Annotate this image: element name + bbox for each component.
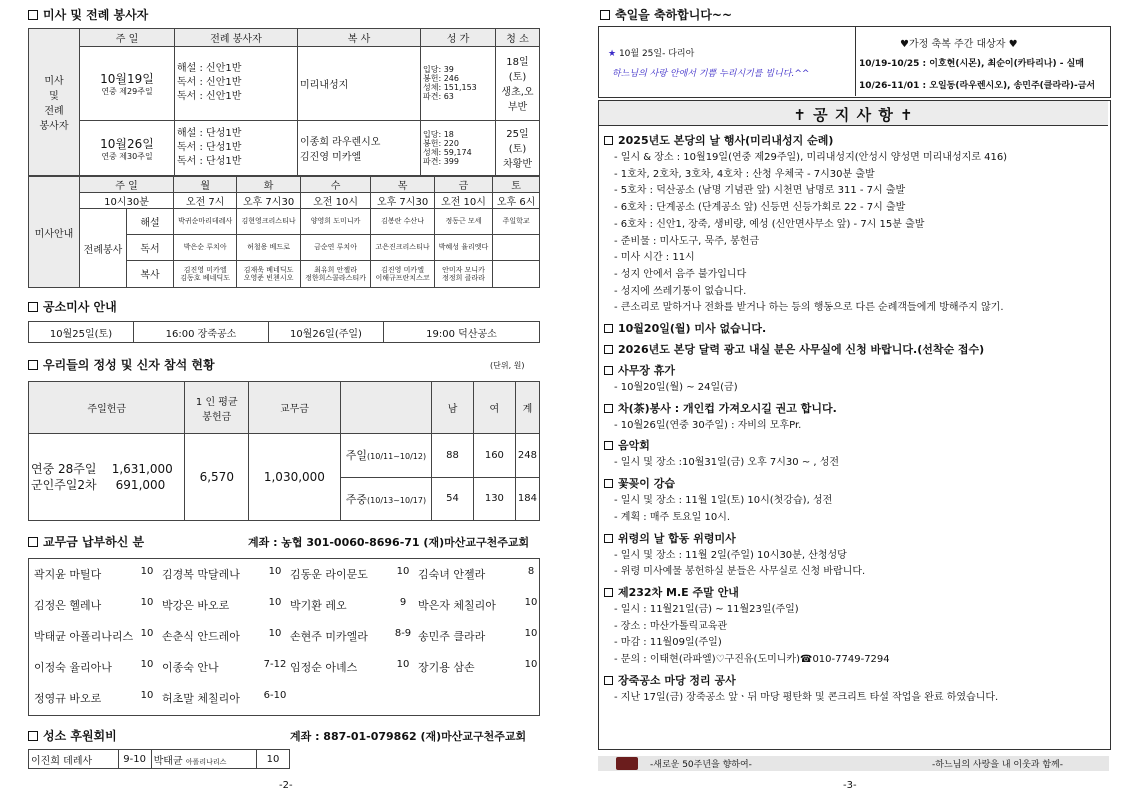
tithe-name: 박기환 레오 xyxy=(290,599,347,612)
tithe-name: 손춘식 안드레아 xyxy=(162,630,240,643)
notice-line: - 계획 : 매주 토요일 10시. xyxy=(614,511,731,523)
time-cell: 오전 10시 xyxy=(434,193,493,209)
tithe-name: 송민주 클라라 xyxy=(418,630,486,643)
female-count: 160 xyxy=(473,434,515,478)
checkbox-icon xyxy=(604,441,613,450)
notice-line: - 5호차 : 덕산공소 (남명 기념관 앞) 시천면 남명로 311 - 7시 출발 xyxy=(614,185,906,197)
mass-row xyxy=(29,120,540,175)
notice-heading: 10월20일(월) 미사 없습니다. xyxy=(604,322,766,336)
duty-cell: 김현영크리스티나 xyxy=(237,209,300,235)
notice-line: - 6호차 : 단계공소 (단계공소 앞) 신등면 신등가회로 22 - 7시 출발 xyxy=(614,202,906,214)
page-number-left: -2- xyxy=(279,780,293,791)
offering-lines: 연중 28주일 1,631,000 군인주일2차 691,000 xyxy=(29,434,185,521)
mass-hymn: 입당: 18 봉헌: 220 성체: 59,174 파견: 399 xyxy=(421,120,496,175)
family-title: ♥가정 축복 주간 대상자 ♥ xyxy=(900,39,1018,50)
duty-cell: 허철용 베드로 xyxy=(237,234,300,260)
role-label: 해설 xyxy=(127,209,174,235)
notice-heading: 음악회 xyxy=(604,439,650,453)
support-account: 계좌 : 887-01-079862 (재)마산교구천주교회 xyxy=(290,730,527,743)
tithe-name: 허초말 체칠리아 xyxy=(162,692,240,705)
total-count: 184 xyxy=(515,477,539,521)
role-label: 독서 xyxy=(127,234,174,260)
unit-label: (단위, 원) xyxy=(490,361,525,370)
checkbox-icon xyxy=(604,345,613,354)
header-hymn: 성 가 xyxy=(421,29,496,47)
notice-line: - 장소 : 마산가톨릭교육관 xyxy=(614,620,728,632)
checkbox-icon xyxy=(600,10,610,20)
notice-heading: 위령의 날 합동 위령미사 xyxy=(604,532,736,546)
notice-line: - 위령 미사예물 봉헌하실 분들은 사무실로 신청 바랍니다. xyxy=(614,566,866,578)
mass-roles: 해설 : 신안1반 독서 : 신안1반 독서 : 신안1반 xyxy=(175,47,298,121)
mass-clean: 18일(토) 생초,오부반 xyxy=(496,47,540,121)
support-months: 10 xyxy=(257,750,290,769)
attendance-label: 주중(10/13~10/17) xyxy=(340,477,431,521)
notice-heading: 사무장 휴가 xyxy=(604,364,675,378)
notice-line: - 마감 : 11월09일(주일) xyxy=(614,637,722,649)
checkbox-icon xyxy=(28,10,38,20)
footer-left: -새로운 50주년을 향하여- xyxy=(650,760,752,770)
public-mass-date: 10월26일(주일) xyxy=(269,322,384,343)
header-tithe: 교무금 xyxy=(249,382,341,434)
checkbox-icon xyxy=(604,404,613,413)
tithe-name: 박태균 아폴리나리스 xyxy=(34,630,134,643)
checkbox-icon xyxy=(28,731,38,741)
support-title: 성소 후원회비 xyxy=(28,727,117,744)
mass-clean: 25일(토) 차황반 xyxy=(496,120,540,175)
notice-line: - 일시 & 장소 : 10월19일(연중 제29주일), 미리내성지(안성시 양성면 미리내성지로 416) xyxy=(614,152,1008,163)
notice-line: - 6호차 : 신안1, 장죽, 생비량, 예성 (신안면사무소 앞) - 7시 15분 출발 xyxy=(614,218,925,230)
time-cell: 오후 6시 xyxy=(493,193,540,209)
notice-line: - 지난 17일(금) 장죽공소 앞ㆍ뒤 마당 평탄화 및 콘크리트 타설 작업을 완료 하였습니다. xyxy=(614,691,999,703)
notice-heading: 2026년도 본당 달력 광고 내실 분은 사무실에 신청 바랍니다.(선착순 접수) xyxy=(604,343,984,357)
support-table xyxy=(28,749,290,769)
time-cell: 오전 10시 xyxy=(300,193,371,209)
support-months: 9-10 xyxy=(118,750,151,769)
tithe-name: 김정은 헬레나 xyxy=(34,599,102,612)
checkbox-icon xyxy=(604,366,613,375)
tithe-list-title: 교무금 납부하신 분 xyxy=(28,533,144,550)
notice-line: - 10월20일(월) ~ 24일(금) xyxy=(614,382,738,393)
notice-line: - 일시 : 11월21일(금) ~ 11월23일(주일) xyxy=(614,603,799,615)
duty-cell: 박혜성 율리엣다 xyxy=(434,234,493,260)
notice-line: - 준비물 : 미사도구, 묵주, 봉헌금 xyxy=(614,235,760,247)
weekday-table xyxy=(28,176,540,288)
weekday-side-label: 미사안내 xyxy=(29,177,80,288)
role-label: 복사 xyxy=(127,260,174,287)
day-tue: 화 xyxy=(237,177,300,193)
congrats-title: 축일을 축하합니다~~ xyxy=(600,6,732,23)
mass-row xyxy=(29,47,540,121)
duty-cell: 최유희 안젤라 정한희스콜라스티카 xyxy=(300,260,371,287)
notice-line: - 일시 및 장소 : 11월 2일(주일) 10시30분, 산청성당 xyxy=(614,549,847,561)
duty-cell: 안미자 모니카 정정희 클라라 xyxy=(434,260,493,287)
header-liturgy: 전례 봉사자 xyxy=(175,29,298,47)
offering-table xyxy=(28,381,540,521)
duty-cell xyxy=(493,234,540,260)
checkbox-icon xyxy=(604,324,613,333)
congrats-divider xyxy=(855,26,856,96)
mass-side-label: 미사 및 전례 봉사자 xyxy=(29,29,80,176)
header-offering: 주일헌금 xyxy=(29,382,185,434)
checkbox-icon xyxy=(604,588,613,597)
notice-line: - 일시 및 장소 :10월31일(금) 오후 7시30 ~ , 성전 xyxy=(614,457,840,469)
time-cell: 오후 7시30 xyxy=(237,193,300,209)
tithe-months: 10 xyxy=(524,659,538,670)
checkbox-icon xyxy=(604,136,613,145)
duty-cell: 양영희 도미니카 xyxy=(300,209,371,235)
tithe-months: 10 xyxy=(140,659,154,670)
tithe-months: 8-9 xyxy=(394,628,412,639)
tithe-months: 10 xyxy=(140,628,154,639)
duty-cell: 주일학교 xyxy=(493,209,540,235)
day-sat: 토 xyxy=(493,177,540,193)
star-icon: ★ xyxy=(608,49,617,59)
tithe-months: 10 xyxy=(396,566,410,577)
female-count: 130 xyxy=(473,477,515,521)
tithe-name: 김동운 라이문도 xyxy=(290,568,368,581)
mass-server: 미리내성지 xyxy=(298,47,421,121)
notice-line: - 성지에 쓰레기통이 없습니다. xyxy=(614,285,747,297)
tithe-months: 10 xyxy=(140,690,154,701)
notice-heading: 2025년도 본당의 날 행사(미리내성지 순례) xyxy=(604,134,833,148)
public-mass-title: 공소미사 안내 xyxy=(28,298,117,315)
time-cell: 오전 7시 xyxy=(174,193,237,209)
notice-heading: 차(茶)봉사 : 개인컵 가져오시길 권고 합니다. xyxy=(604,402,837,416)
duty-cell: 김진영 미카엘 김동호 베네딕도 xyxy=(174,260,237,287)
tithe-months: 10 xyxy=(140,597,154,608)
tithe-name: 손현주 미카엘라 xyxy=(290,630,368,643)
header-clean: 청 소 xyxy=(496,29,540,47)
offering-title: 우리들의 정성 및 신자 참석 현황 xyxy=(28,356,215,373)
notice-line: - 문의 : 이태현(라파엘)♡구진유(도미니카)☎010-7749-7294 xyxy=(614,654,890,665)
time-cell: 10시30분 xyxy=(80,193,174,209)
tithe-months: 10 xyxy=(268,566,282,577)
tithe-months: 10 xyxy=(268,597,282,608)
tithe-months: 10 xyxy=(268,628,282,639)
duty-cell: 김진영 미카엘 이해규프란치스코 xyxy=(371,260,434,287)
page-number-right: -3- xyxy=(843,780,857,791)
tithe-name: 이정숙 율리아나 xyxy=(34,661,112,674)
header-average: 1 인 평균 봉헌금 xyxy=(185,382,249,434)
notice-heading: 꽃꽂이 강습 xyxy=(604,477,675,491)
tithe-account: 계좌 : 농협 301-0060-8696-71 (재)마산교구천주교회 xyxy=(248,536,530,549)
notice-title: ✝ 공 지 사 항 ✝ xyxy=(793,106,914,124)
support-name: 박태균 아폴리나리스 xyxy=(151,750,256,769)
checkbox-icon xyxy=(28,537,38,547)
male-count: 88 xyxy=(432,434,474,478)
header-blank xyxy=(340,382,431,434)
day-mon: 월 xyxy=(174,177,237,193)
checkbox-icon xyxy=(604,676,613,685)
notice-line: - 큰소리로 말하거나 전화를 받거나 하는 등의 행동으로 다른 순례객들에게 방해주지 않기. xyxy=(614,302,1004,314)
header-total: 계 xyxy=(515,382,539,434)
duty-cell: 김재욱 베네딕도 오영준 빈첸시오 xyxy=(237,260,300,287)
support-name: 이진희 데레사 xyxy=(29,750,119,769)
mass-hymn: 입당: 39 봉헌: 246 성체: 151,153 파견: 63 xyxy=(421,47,496,121)
day-sun: 주 일 xyxy=(80,177,174,193)
tithe-months: 10 xyxy=(524,597,538,608)
public-mass-date: 10월25일(토) xyxy=(29,322,134,343)
attendance-label: 주일(10/11~10/12) xyxy=(340,434,431,478)
time-cell: 오후 7시30 xyxy=(371,193,434,209)
public-mass-place: 19:00 덕산공소 xyxy=(384,322,540,343)
tithe-name: 곽지윤 마틸다 xyxy=(34,568,102,581)
duty-cell: 김봉란 수산나 xyxy=(371,209,434,235)
total-count: 248 xyxy=(515,434,539,478)
logo-icon xyxy=(616,757,638,770)
tithe-months: 7-12 xyxy=(263,659,287,670)
duty-cell: 고은진크리스티나 xyxy=(371,234,434,260)
header-server: 복 사 xyxy=(298,29,421,47)
public-mass-table xyxy=(28,321,540,343)
tithe-months: 9 xyxy=(399,597,407,608)
mass-server: 이종희 라우렌시오 김진영 미카엘 xyxy=(298,120,421,175)
male-count: 54 xyxy=(432,477,474,521)
duty-cell xyxy=(493,260,540,287)
feast-line: ★ 10월 25일- 다리아 xyxy=(608,49,695,59)
average-value: 6,570 xyxy=(185,434,249,521)
duty-cell: 정동근 모세 xyxy=(434,209,493,235)
feast-wish: 하느님의 사랑 안에서 기쁨 누리시기를 빕니다.^^ xyxy=(612,69,810,79)
footer-right: -하느님의 사랑을 내 이웃과 함께- xyxy=(932,760,1063,770)
tithe-name: 김경복 막달레나 xyxy=(162,568,240,581)
tithe-name: 박강은 바오로 xyxy=(162,599,230,612)
header-sunday: 주 일 xyxy=(80,29,175,47)
day-fri: 금 xyxy=(434,177,493,193)
tithe-months: 10 xyxy=(524,628,538,639)
notice-line: - 10월26일(연중 30주일) : 자비의 모후Pr. xyxy=(614,419,802,431)
tithe-name: 박은자 체칠리아 xyxy=(418,599,496,612)
tithe-name: 정영규 바오로 xyxy=(34,692,102,705)
tithe-name: 장기용 삼손 xyxy=(418,661,475,674)
mass-roles: 해설 : 단성1반 독서 : 단성1반 독서 : 단성1반 xyxy=(175,120,298,175)
family-line: 10/19-10/25 : 이호현(시몬), 최순이(카타리나) - 실매 xyxy=(859,59,1084,69)
group-label: 전례봉사 xyxy=(80,209,127,288)
tithe-value: 1,030,000 xyxy=(249,434,341,521)
mass-table xyxy=(28,28,540,176)
duty-cell: 박은순 루치아 xyxy=(174,234,237,260)
mass-section-title: 미사 및 전례 봉사자 xyxy=(28,6,148,23)
checkbox-icon xyxy=(28,360,38,370)
tithe-grid xyxy=(34,560,536,712)
tithe-months: 10 xyxy=(140,566,154,577)
notice-line: - 일시 및 장소 : 11월 1일(토) 10시(첫강습), 성전 xyxy=(614,495,833,507)
duty-cell: 박귀순마리데레사 xyxy=(174,209,237,235)
checkbox-icon xyxy=(28,302,38,312)
notice-line: - 1호차, 2호차, 3호차, 4호차 : 산청 우체국 - 7시30분 출발 xyxy=(614,168,875,180)
notice-heading: 장죽공소 마당 정리 공사 xyxy=(604,674,736,688)
day-thu: 목 xyxy=(371,177,434,193)
header-male: 남 xyxy=(432,382,474,434)
day-wed: 수 xyxy=(300,177,371,193)
mass-date: 10월19일 연중 제29주일 xyxy=(80,47,175,121)
checkbox-icon xyxy=(604,534,613,543)
notice-heading: 제232차 M.E 주말 안내 xyxy=(604,586,739,600)
checkbox-icon xyxy=(604,479,613,488)
tithe-name: 이종숙 안나 xyxy=(162,661,219,674)
public-mass-place: 16:00 장죽공소 xyxy=(134,322,269,343)
header-female: 여 xyxy=(473,382,515,434)
notice-line: - 미사 시간 : 11시 xyxy=(614,252,695,264)
tithe-name: 임정순 아녜스 xyxy=(290,661,358,674)
family-line: 10/26-11/01 : 오일동(라우렌시오), 송민주(클라라)-금서 xyxy=(859,81,1096,91)
duty-cell: 금순연 루치아 xyxy=(300,234,371,260)
tithe-name: 김숙녀 안젤라 xyxy=(418,568,486,581)
mass-date: 10월26일 연중 제30주일 xyxy=(80,120,175,175)
tithe-months: 8 xyxy=(527,566,535,577)
notice-line: - 성지 안에서 음주 불가입니다 xyxy=(614,268,747,280)
tithe-months: 6-10 xyxy=(263,690,287,701)
tithe-months: 10 xyxy=(396,659,410,670)
